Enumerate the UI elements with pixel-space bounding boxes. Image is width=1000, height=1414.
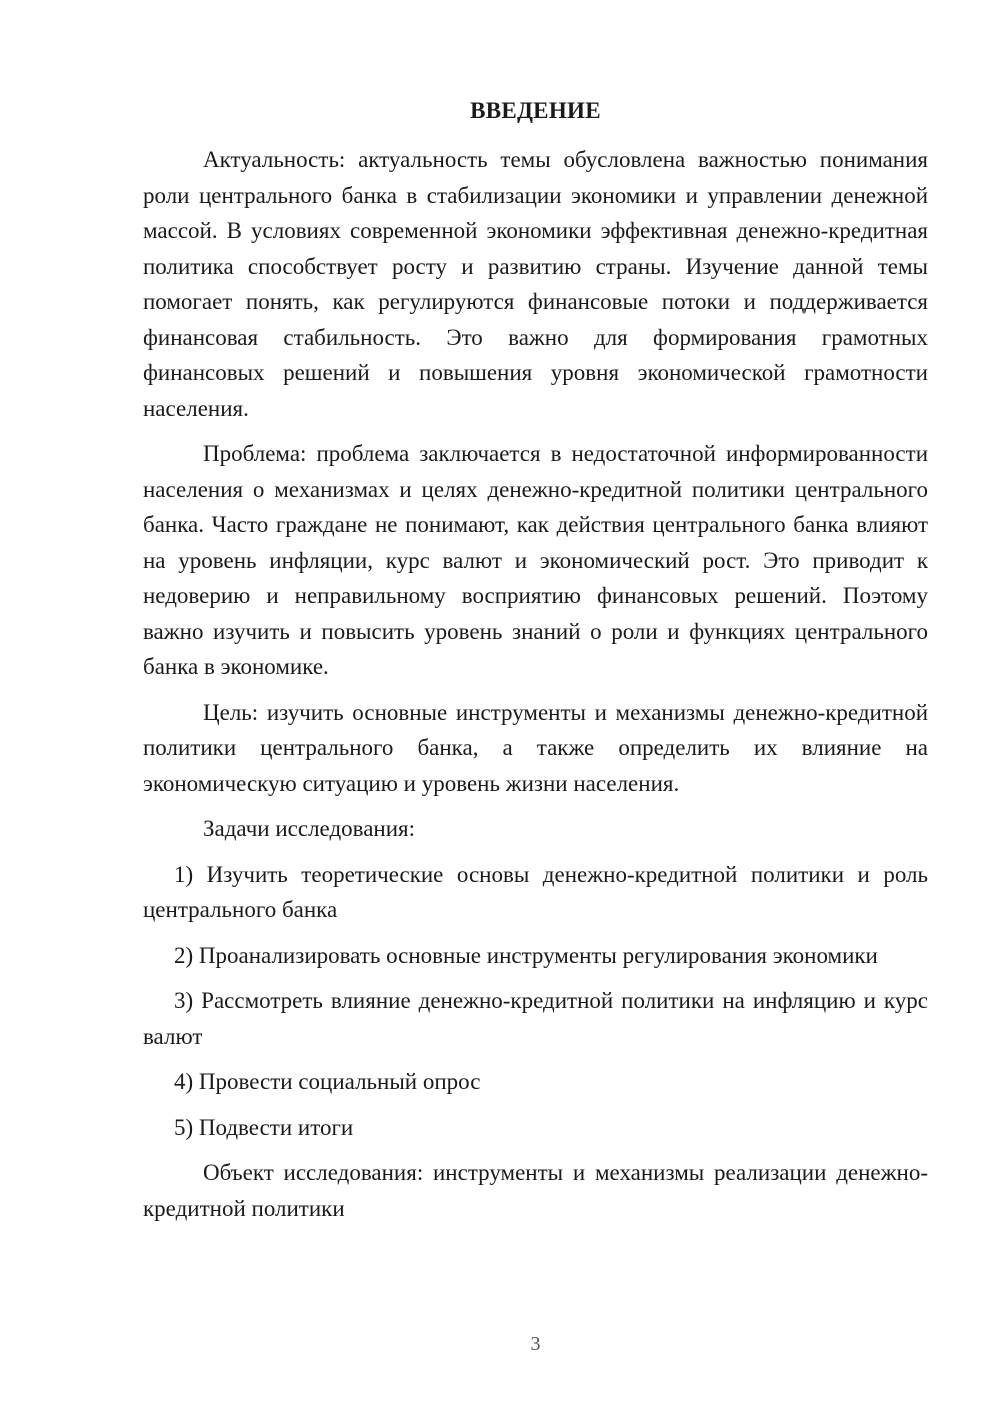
paragraph-goal: Цель: изучить основные инструменты и механизмы денежно-кредитной политики центрального банка, а также определить их влияние на экономическую ситуацию и уровень жизни населения. (143, 699, 928, 796)
task-item-1: 1) Изучить теоретические основы денежно-кредитной политики и роль центрального банка (143, 861, 928, 922)
task-item-4: 4) Провести социальный опрос (174, 1069, 481, 1094)
document-body (143, 142, 928, 1236)
paragraph-object: Объект исследования: инструменты и механизмы реализации денежно-кредитной политики (143, 1160, 928, 1221)
paragraph-problem: Проблема: проблема заключается в недостаточной информированности населения о механизмах и целях денежно-кредитной политики центрального банка. Часто граждане не понимают, как действия центрального банка влияют на уровень инфляции, курс валют и экономический рост. Это приводит к недоверию и неправильному восприятию финансовых решений. Поэтому важно изучить и повысить уровень знаний о роли и функциях центрального банка в экономике. (143, 441, 928, 679)
paragraph-tasks-heading: Задачи исследования: (203, 816, 416, 841)
document-page (143, 0, 928, 1414)
page-number: 3 (530, 1333, 541, 1355)
paragraph-relevance: Актуальность: актуальность темы обусловлена важностью понимания роли центрального банка в стабилизации экономики и управлении денежной массой. В условиях современной экономики эффективная денежно-кредитная политика способствует росту и развитию страны. Изучение данной темы помогает понять, как регулируются финансовые потоки и поддерживается финансовая стабильность. Это важно для формирования грамотных финансовых решений и повышения уровня экономической грамотности населения. (143, 147, 928, 421)
task-item-5: 5) Подвести итоги (174, 1114, 354, 1140)
page-title: ВВЕДЕНИЕ (470, 98, 601, 123)
task-item-3: 3) Рассмотреть влияние денежно-кредитной политики на инфляцию и курс валют (143, 988, 928, 1049)
task-item-2: 2) Проанализировать основные инструменты регулирования экономики (174, 942, 878, 968)
